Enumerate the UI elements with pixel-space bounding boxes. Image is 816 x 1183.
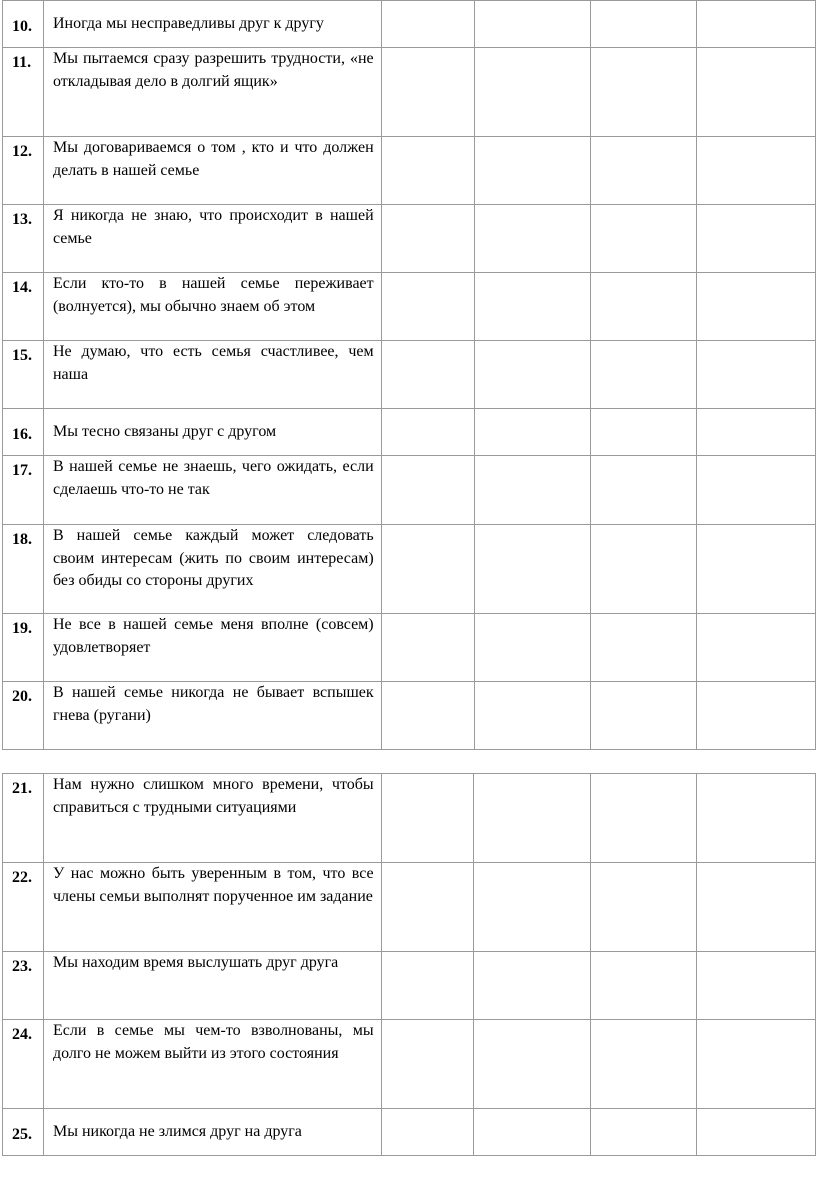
question-text: В нашей семье никогда не бывает вспышек гнева (ругани): [43, 682, 381, 750]
answer-cell-col-1[interactable]: [381, 774, 474, 863]
question-row: [3, 863, 816, 952]
question-number: 18.: [3, 525, 44, 614]
answer-cell-col-2[interactable]: [474, 863, 591, 952]
answer-cell-col-1[interactable]: [381, 863, 474, 952]
question-text: Мы находим время выслушать друг друга: [43, 952, 381, 1020]
question-number: 13.: [3, 205, 44, 273]
questionnaire-table-part-1: [2, 0, 816, 750]
answer-cell-col-1[interactable]: [381, 137, 474, 205]
answer-cell-col-2[interactable]: [474, 1109, 591, 1156]
answer-cell-col-4[interactable]: [697, 456, 816, 525]
question-text: У нас можно быть уверенным в том, что все члены семьи выполнят порученное им задание: [43, 863, 381, 952]
answer-cell-col-1[interactable]: [381, 952, 474, 1020]
answer-cell-col-3[interactable]: [591, 1109, 697, 1156]
answer-cell-col-1[interactable]: [381, 48, 474, 137]
answer-cell-col-1[interactable]: [381, 614, 474, 682]
answer-cell-col-2[interactable]: [474, 341, 591, 409]
question-number: 19.: [3, 614, 44, 682]
answer-cell-col-3[interactable]: [591, 614, 697, 682]
question-text: Если в семье мы чем-то взволнованы, мы долго не можем выйти из этого состояния: [43, 1020, 381, 1109]
question-row: [3, 409, 816, 456]
answer-cell-col-3[interactable]: [591, 205, 697, 273]
question-number: 23.: [3, 952, 44, 1020]
question-row: [3, 1, 816, 48]
question-row: [3, 273, 816, 341]
question-text: Мы пытаемся сразу разрешить трудности, «не откладывая дело в долгий ящик»: [43, 48, 381, 137]
answer-cell-col-2[interactable]: [474, 525, 591, 614]
question-number: 17.: [3, 456, 44, 525]
question-text: В нашей семье не знаешь, чего ожидать, если сделаешь что-то не так: [43, 456, 381, 525]
question-row: [3, 1109, 816, 1156]
answer-cell-col-1[interactable]: [381, 273, 474, 341]
question-text: Если кто-то в нашей семье переживает (волнуется), мы обычно знаем об этом: [43, 273, 381, 341]
question-text: Мы тесно связаны друг с другом: [43, 409, 381, 456]
question-text: Нам нужно слишком много времени, чтобы справиться с трудными ситуациями: [43, 774, 381, 863]
answer-cell-col-3[interactable]: [591, 774, 697, 863]
answer-cell-col-4[interactable]: [697, 952, 816, 1020]
answer-cell-col-2[interactable]: [474, 1020, 591, 1109]
question-number: 16.: [3, 409, 44, 456]
answer-cell-col-3[interactable]: [591, 525, 697, 614]
question-number: 22.: [3, 863, 44, 952]
answer-cell-col-2[interactable]: [474, 456, 591, 525]
answer-cell-col-4[interactable]: [697, 409, 816, 456]
answer-cell-col-3[interactable]: [591, 48, 697, 137]
question-number: 14.: [3, 273, 44, 341]
answer-cell-col-3[interactable]: [591, 456, 697, 525]
question-text: Иногда мы несправедливы друг к другу: [43, 1, 381, 48]
answer-cell-col-2[interactable]: [474, 137, 591, 205]
questionnaire-table-part-2: [2, 773, 816, 1156]
answer-cell-col-1[interactable]: [381, 341, 474, 409]
answer-cell-col-4[interactable]: [697, 273, 816, 341]
question-text: В нашей семье каждый может следовать своим интересам (жить по своим интересам) без обиды со стороны других: [43, 525, 381, 614]
answer-cell-col-3[interactable]: [591, 863, 697, 952]
answer-cell-col-3[interactable]: [591, 273, 697, 341]
answer-cell-col-4[interactable]: [697, 1, 816, 48]
answer-cell-col-4[interactable]: [697, 137, 816, 205]
question-row: [3, 682, 816, 750]
question-text: Не думаю, что есть семья счастливее, чем наша: [43, 341, 381, 409]
answer-cell-col-2[interactable]: [474, 273, 591, 341]
answer-cell-col-3[interactable]: [591, 137, 697, 205]
question-row: [3, 774, 816, 863]
answer-cell-col-1[interactable]: [381, 1020, 474, 1109]
question-text: Не все в нашей семье меня вполне (совсем) удовлетворяет: [43, 614, 381, 682]
question-row: [3, 48, 816, 137]
answer-cell-col-1[interactable]: [381, 205, 474, 273]
answer-cell-col-1[interactable]: [381, 682, 474, 750]
answer-cell-col-4[interactable]: [697, 1109, 816, 1156]
question-row: [3, 614, 816, 682]
answer-cell-col-4[interactable]: [697, 1020, 816, 1109]
question-number: 15.: [3, 341, 44, 409]
question-row: [3, 205, 816, 273]
answer-cell-col-2[interactable]: [474, 205, 591, 273]
answer-cell-col-1[interactable]: [381, 409, 474, 456]
question-row: [3, 1020, 816, 1109]
question-number: 12.: [3, 137, 44, 205]
answer-cell-col-3[interactable]: [591, 409, 697, 456]
answer-cell-col-3[interactable]: [591, 952, 697, 1020]
question-row: [3, 137, 816, 205]
answer-cell-col-4[interactable]: [697, 48, 816, 137]
answer-cell-col-1[interactable]: [381, 525, 474, 614]
question-text: Я никогда не знаю, что происходит в нашей семье: [43, 205, 381, 273]
answer-cell-col-4[interactable]: [697, 682, 816, 750]
question-row: [3, 525, 816, 614]
question-text: Мы никогда не злимся друг на друга: [43, 1109, 381, 1156]
answer-cell-col-3[interactable]: [591, 1020, 697, 1109]
answer-cell-col-2[interactable]: [474, 48, 591, 137]
question-number: 11.: [3, 48, 44, 137]
answer-cell-col-4[interactable]: [697, 774, 816, 863]
answer-cell-col-4[interactable]: [697, 341, 816, 409]
answer-cell-col-1[interactable]: [381, 1109, 474, 1156]
question-number: 21.: [3, 774, 44, 863]
answer-cell-col-3[interactable]: [591, 1, 697, 48]
question-number: 10.: [3, 1, 44, 48]
answer-cell-col-4[interactable]: [697, 614, 816, 682]
question-row: [3, 341, 816, 409]
question-row: [3, 952, 816, 1020]
question-row: [3, 456, 816, 525]
answer-cell-col-1[interactable]: [381, 1, 474, 48]
answer-cell-col-3[interactable]: [591, 682, 697, 750]
answer-cell-col-4[interactable]: [697, 525, 816, 614]
question-number: 24.: [3, 1020, 44, 1109]
answer-cell-col-2[interactable]: [474, 952, 591, 1020]
answer-cell-col-3[interactable]: [591, 341, 697, 409]
answer-cell-col-2[interactable]: [474, 614, 591, 682]
answer-cell-col-2[interactable]: [474, 774, 591, 863]
answer-cell-col-2[interactable]: [474, 682, 591, 750]
answer-cell-col-2[interactable]: [474, 409, 591, 456]
question-number: 20.: [3, 682, 44, 750]
answer-cell-col-1[interactable]: [381, 456, 474, 525]
answer-cell-col-4[interactable]: [697, 205, 816, 273]
answer-cell-col-4[interactable]: [697, 863, 816, 952]
question-number: 25.: [3, 1109, 44, 1156]
question-text: Мы договариваемся о том , кто и что должен делать в нашей семье: [43, 137, 381, 205]
answer-cell-col-2[interactable]: [474, 1, 591, 48]
